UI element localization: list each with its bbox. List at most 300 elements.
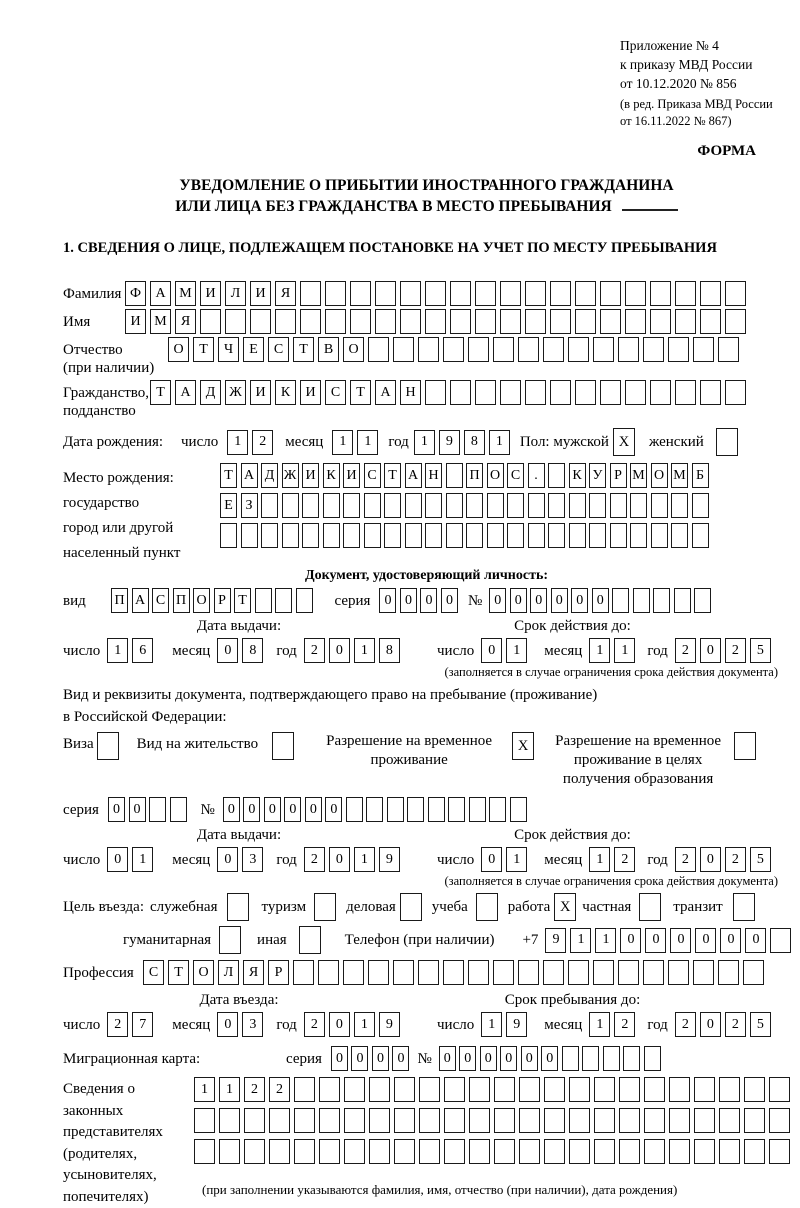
char-box[interactable] (692, 493, 709, 518)
char-box[interactable] (368, 337, 389, 362)
char-box[interactable]: К (569, 463, 586, 488)
char-box[interactable]: 1 (354, 1012, 375, 1037)
char-box[interactable]: 9 (439, 430, 460, 455)
char-box[interactable]: 1 (506, 638, 527, 663)
char-box[interactable]: 0 (329, 1012, 350, 1037)
char-box[interactable] (275, 588, 292, 613)
char-box[interactable] (494, 1108, 515, 1133)
char-box[interactable] (593, 960, 614, 985)
char-box[interactable] (469, 797, 486, 822)
char-box[interactable]: В (318, 337, 339, 362)
char-box[interactable] (446, 523, 463, 548)
char-box[interactable] (644, 1139, 665, 1164)
char-box[interactable]: С (325, 380, 346, 405)
char-box[interactable] (519, 1139, 540, 1164)
char-box[interactable] (718, 337, 739, 362)
char-box[interactable]: 0 (571, 588, 588, 613)
char-box[interactable]: 0 (351, 1046, 368, 1071)
char-box[interactable]: 2 (244, 1077, 265, 1102)
visa-checkbox[interactable] (97, 732, 119, 760)
sex-male-checkbox[interactable]: X (613, 428, 635, 456)
char-box[interactable]: 6 (132, 638, 153, 663)
char-box[interactable] (719, 1139, 740, 1164)
char-box[interactable]: И (250, 380, 271, 405)
char-box[interactable]: 0 (481, 638, 502, 663)
char-box[interactable]: А (405, 463, 422, 488)
char-box[interactable] (671, 523, 688, 548)
char-box[interactable]: 0 (645, 928, 666, 953)
char-box[interactable] (700, 281, 721, 306)
char-box[interactable] (528, 493, 545, 518)
char-box[interactable]: 0 (592, 588, 609, 613)
char-box[interactable] (444, 1139, 465, 1164)
char-box[interactable]: И (200, 281, 221, 306)
char-box[interactable]: 9 (379, 1012, 400, 1037)
char-box[interactable] (219, 1108, 240, 1133)
char-box[interactable]: 2 (614, 847, 635, 872)
char-box[interactable] (405, 493, 422, 518)
char-box[interactable] (387, 797, 404, 822)
char-box[interactable]: 0 (243, 797, 260, 822)
char-box[interactable] (468, 337, 489, 362)
char-box[interactable]: С (152, 588, 169, 613)
char-box[interactable]: 3 (242, 847, 263, 872)
char-box[interactable] (475, 380, 496, 405)
char-box[interactable]: Д (261, 463, 278, 488)
char-box[interactable]: 0 (379, 588, 396, 613)
char-box[interactable]: 0 (129, 797, 146, 822)
char-box[interactable] (350, 281, 371, 306)
char-box[interactable]: 2 (725, 847, 746, 872)
char-box[interactable] (600, 309, 621, 334)
char-box[interactable] (589, 523, 606, 548)
purpose-private-checkbox[interactable] (639, 893, 661, 921)
char-box[interactable]: 1 (589, 638, 610, 663)
char-box[interactable] (507, 523, 524, 548)
char-box[interactable] (302, 493, 319, 518)
char-box[interactable] (644, 1077, 665, 1102)
char-box[interactable] (589, 493, 606, 518)
char-box[interactable]: Л (225, 281, 246, 306)
char-box[interactable] (568, 960, 589, 985)
char-box[interactable] (569, 1139, 590, 1164)
char-box[interactable] (643, 960, 664, 985)
char-box[interactable]: М (671, 463, 688, 488)
char-box[interactable] (425, 493, 442, 518)
char-box[interactable] (610, 523, 627, 548)
char-box[interactable] (269, 1108, 290, 1133)
char-box[interactable]: И (250, 281, 271, 306)
char-box[interactable] (319, 1077, 340, 1102)
char-box[interactable] (644, 1046, 661, 1071)
temp-residence-checkbox[interactable]: X (512, 732, 534, 760)
temp-residence-education-checkbox[interactable] (734, 732, 756, 760)
char-box[interactable]: Е (220, 493, 237, 518)
char-box[interactable] (419, 1139, 440, 1164)
char-box[interactable] (469, 1077, 490, 1102)
char-box[interactable]: 2 (614, 1012, 635, 1037)
char-box[interactable] (170, 797, 187, 822)
char-box[interactable] (612, 588, 629, 613)
char-box[interactable]: Т (193, 337, 214, 362)
char-box[interactable]: 1 (595, 928, 616, 953)
char-box[interactable] (619, 1077, 640, 1102)
sex-female-checkbox[interactable] (716, 428, 738, 456)
char-box[interactable]: 0 (284, 797, 301, 822)
char-box[interactable] (418, 960, 439, 985)
char-box[interactable]: 0 (700, 847, 721, 872)
char-box[interactable]: 1 (194, 1077, 215, 1102)
char-box[interactable] (241, 523, 258, 548)
char-box[interactable]: 0 (489, 588, 506, 613)
char-box[interactable] (300, 281, 321, 306)
char-box[interactable]: О (168, 337, 189, 362)
char-box[interactable] (364, 493, 381, 518)
char-box[interactable]: Ж (225, 380, 246, 405)
char-box[interactable] (469, 1139, 490, 1164)
char-box[interactable] (428, 797, 445, 822)
char-box[interactable]: Р (610, 463, 627, 488)
char-box[interactable] (675, 309, 696, 334)
char-box[interactable] (394, 1077, 415, 1102)
char-box[interactable]: Т (168, 960, 189, 985)
char-box[interactable] (489, 797, 506, 822)
char-box[interactable] (300, 309, 321, 334)
char-box[interactable]: З (241, 493, 258, 518)
char-box[interactable] (548, 463, 565, 488)
char-box[interactable]: О (651, 463, 668, 488)
char-box[interactable] (550, 281, 571, 306)
char-box[interactable]: 1 (589, 847, 610, 872)
purpose-humanitarian-checkbox[interactable] (219, 926, 241, 954)
char-box[interactable] (425, 309, 446, 334)
char-box[interactable]: С (143, 960, 164, 985)
char-box[interactable] (369, 1077, 390, 1102)
char-box[interactable] (494, 1077, 515, 1102)
char-box[interactable]: 2 (675, 847, 696, 872)
char-box[interactable] (669, 1139, 690, 1164)
char-box[interactable]: М (175, 281, 196, 306)
char-box[interactable] (562, 1046, 579, 1071)
char-box[interactable]: 2 (304, 847, 325, 872)
char-box[interactable]: П (466, 463, 483, 488)
char-box[interactable]: 0 (223, 797, 240, 822)
char-box[interactable] (719, 1077, 740, 1102)
char-box[interactable] (650, 309, 671, 334)
char-box[interactable]: 5 (750, 1012, 771, 1037)
char-box[interactable]: 1 (589, 1012, 610, 1037)
char-box[interactable]: 9 (506, 1012, 527, 1037)
char-box[interactable] (244, 1108, 265, 1133)
char-box[interactable] (425, 523, 442, 548)
char-box[interactable]: П (111, 588, 128, 613)
char-box[interactable] (294, 1139, 315, 1164)
char-box[interactable] (603, 1046, 620, 1071)
char-box[interactable] (225, 309, 246, 334)
char-box[interactable]: 1 (332, 430, 353, 455)
char-box[interactable]: 0 (264, 797, 281, 822)
char-box[interactable] (344, 1108, 365, 1133)
char-box[interactable] (319, 1139, 340, 1164)
char-box[interactable]: 0 (500, 1046, 517, 1071)
char-box[interactable] (493, 337, 514, 362)
char-box[interactable] (500, 380, 521, 405)
char-box[interactable] (575, 281, 596, 306)
char-box[interactable]: М (150, 309, 171, 334)
char-box[interactable] (346, 797, 363, 822)
char-box[interactable]: Т (384, 463, 401, 488)
char-box[interactable] (569, 523, 586, 548)
char-box[interactable] (194, 1139, 215, 1164)
char-box[interactable] (494, 1139, 515, 1164)
char-box[interactable] (543, 960, 564, 985)
char-box[interactable]: 2 (252, 430, 273, 455)
char-box[interactable] (550, 380, 571, 405)
char-box[interactable]: 1 (481, 1012, 502, 1037)
char-box[interactable]: Т (350, 380, 371, 405)
char-box[interactable]: 0 (372, 1046, 389, 1071)
char-box[interactable] (493, 960, 514, 985)
char-box[interactable]: 0 (480, 1046, 497, 1071)
char-box[interactable]: И (302, 463, 319, 488)
char-box[interactable] (393, 337, 414, 362)
char-box[interactable]: Е (243, 337, 264, 362)
char-box[interactable] (694, 1077, 715, 1102)
char-box[interactable] (770, 928, 791, 953)
char-box[interactable] (394, 1108, 415, 1133)
char-box[interactable]: 2 (304, 1012, 325, 1037)
char-box[interactable] (425, 281, 446, 306)
char-box[interactable] (350, 309, 371, 334)
char-box[interactable] (325, 281, 346, 306)
char-box[interactable]: 2 (725, 638, 746, 663)
char-box[interactable] (384, 493, 401, 518)
char-box[interactable] (692, 523, 709, 548)
char-box[interactable] (219, 1139, 240, 1164)
char-box[interactable] (344, 1077, 365, 1102)
char-box[interactable] (544, 1108, 565, 1133)
char-box[interactable] (650, 281, 671, 306)
char-box[interactable] (694, 588, 711, 613)
purpose-tourism-checkbox[interactable] (314, 893, 336, 921)
char-box[interactable] (448, 797, 465, 822)
char-box[interactable]: 0 (541, 1046, 558, 1071)
char-box[interactable] (725, 380, 746, 405)
char-box[interactable]: 0 (305, 797, 322, 822)
char-box[interactable] (200, 309, 221, 334)
char-box[interactable]: Я (243, 960, 264, 985)
char-box[interactable] (548, 523, 565, 548)
char-box[interactable]: Т (234, 588, 251, 613)
char-box[interactable]: 0 (107, 847, 128, 872)
char-box[interactable]: 0 (441, 588, 458, 613)
purpose-official-checkbox[interactable] (227, 893, 249, 921)
char-box[interactable]: 0 (217, 638, 238, 663)
char-box[interactable] (368, 960, 389, 985)
char-box[interactable] (194, 1108, 215, 1133)
char-box[interactable]: 9 (545, 928, 566, 953)
char-box[interactable] (475, 309, 496, 334)
char-box[interactable]: Ф (125, 281, 146, 306)
char-box[interactable] (543, 337, 564, 362)
char-box[interactable] (419, 1077, 440, 1102)
char-box[interactable] (510, 797, 527, 822)
char-box[interactable]: 1 (506, 847, 527, 872)
purpose-study-checkbox[interactable] (476, 893, 498, 921)
char-box[interactable] (323, 493, 340, 518)
char-box[interactable] (633, 588, 650, 613)
char-box[interactable] (518, 960, 539, 985)
char-box[interactable]: А (375, 380, 396, 405)
char-box[interactable] (364, 523, 381, 548)
char-box[interactable]: М (630, 463, 647, 488)
char-box[interactable] (525, 281, 546, 306)
char-box[interactable]: 2 (304, 638, 325, 663)
char-box[interactable]: 1 (570, 928, 591, 953)
char-box[interactable] (719, 1108, 740, 1133)
char-box[interactable] (323, 523, 340, 548)
char-box[interactable]: 0 (481, 847, 502, 872)
char-box[interactable] (744, 1108, 765, 1133)
char-box[interactable]: 0 (510, 588, 527, 613)
char-box[interactable]: 2 (269, 1077, 290, 1102)
char-box[interactable] (507, 493, 524, 518)
char-box[interactable] (653, 588, 670, 613)
char-box[interactable]: 3 (242, 1012, 263, 1037)
char-box[interactable] (743, 960, 764, 985)
char-box[interactable] (443, 337, 464, 362)
char-box[interactable] (575, 380, 596, 405)
char-box[interactable] (468, 960, 489, 985)
char-box[interactable] (694, 1139, 715, 1164)
char-box[interactable] (319, 1108, 340, 1133)
char-box[interactable]: 1 (107, 638, 128, 663)
char-box[interactable] (675, 380, 696, 405)
char-box[interactable]: 0 (329, 638, 350, 663)
char-box[interactable] (644, 1108, 665, 1133)
char-box[interactable]: 0 (331, 1046, 348, 1071)
char-box[interactable] (375, 281, 396, 306)
char-box[interactable]: 1 (354, 847, 375, 872)
char-box[interactable]: 1 (489, 430, 510, 455)
char-box[interactable]: 0 (620, 928, 641, 953)
char-box[interactable] (418, 337, 439, 362)
char-box[interactable] (282, 523, 299, 548)
char-box[interactable]: Я (175, 309, 196, 334)
char-box[interactable] (548, 493, 565, 518)
char-box[interactable]: 0 (700, 638, 721, 663)
char-box[interactable]: 0 (325, 797, 342, 822)
char-box[interactable]: 9 (379, 847, 400, 872)
char-box[interactable]: У (589, 463, 606, 488)
purpose-work-checkbox[interactable]: X (554, 893, 576, 921)
char-box[interactable]: 1 (227, 430, 248, 455)
char-box[interactable]: 0 (700, 1012, 721, 1037)
char-box[interactable]: 0 (670, 928, 691, 953)
char-box[interactable] (369, 1139, 390, 1164)
char-box[interactable]: О (487, 463, 504, 488)
char-box[interactable]: И (125, 309, 146, 334)
char-box[interactable] (366, 797, 383, 822)
char-box[interactable] (525, 309, 546, 334)
char-box[interactable]: 0 (459, 1046, 476, 1071)
char-box[interactable] (544, 1077, 565, 1102)
char-box[interactable]: Т (150, 380, 171, 405)
char-box[interactable] (600, 380, 621, 405)
char-box[interactable]: 5 (750, 847, 771, 872)
char-box[interactable] (446, 493, 463, 518)
char-box[interactable] (475, 281, 496, 306)
char-box[interactable] (625, 281, 646, 306)
char-box[interactable] (220, 523, 237, 548)
char-box[interactable] (261, 523, 278, 548)
char-box[interactable]: Ч (218, 337, 239, 362)
char-box[interactable]: С (268, 337, 289, 362)
char-box[interactable] (669, 1108, 690, 1133)
char-box[interactable] (725, 309, 746, 334)
char-box[interactable]: 0 (420, 588, 437, 613)
char-box[interactable] (487, 493, 504, 518)
char-box[interactable]: А (150, 281, 171, 306)
char-box[interactable]: 1 (219, 1077, 240, 1102)
char-box[interactable] (669, 1077, 690, 1102)
char-box[interactable] (261, 493, 278, 518)
char-box[interactable] (519, 1077, 540, 1102)
char-box[interactable] (255, 588, 272, 613)
char-box[interactable] (569, 1108, 590, 1133)
char-box[interactable]: 0 (217, 1012, 238, 1037)
char-box[interactable]: А (175, 380, 196, 405)
char-box[interactable]: 8 (379, 638, 400, 663)
char-box[interactable] (325, 309, 346, 334)
char-box[interactable]: 0 (400, 588, 417, 613)
char-box[interactable]: К (275, 380, 296, 405)
char-box[interactable] (744, 1139, 765, 1164)
char-box[interactable] (469, 1108, 490, 1133)
char-box[interactable] (275, 309, 296, 334)
char-box[interactable] (618, 337, 639, 362)
char-box[interactable] (444, 1077, 465, 1102)
char-box[interactable] (318, 960, 339, 985)
char-box[interactable] (594, 1108, 615, 1133)
char-box[interactable] (525, 380, 546, 405)
char-box[interactable]: 0 (329, 847, 350, 872)
char-box[interactable] (446, 463, 463, 488)
char-box[interactable] (700, 309, 721, 334)
char-box[interactable] (500, 309, 521, 334)
char-box[interactable] (444, 1108, 465, 1133)
char-box[interactable] (594, 1077, 615, 1102)
char-box[interactable]: И (300, 380, 321, 405)
char-box[interactable] (725, 281, 746, 306)
char-box[interactable] (668, 960, 689, 985)
char-box[interactable] (500, 281, 521, 306)
char-box[interactable] (550, 309, 571, 334)
char-box[interactable] (518, 337, 539, 362)
char-box[interactable] (600, 281, 621, 306)
char-box[interactable] (394, 1139, 415, 1164)
char-box[interactable] (450, 281, 471, 306)
char-box[interactable]: Т (220, 463, 237, 488)
char-box[interactable] (569, 493, 586, 518)
char-box[interactable]: 1 (357, 430, 378, 455)
char-box[interactable] (419, 1108, 440, 1133)
char-box[interactable] (718, 960, 739, 985)
purpose-business-checkbox[interactable] (400, 893, 422, 921)
char-box[interactable]: 0 (217, 847, 238, 872)
char-box[interactable] (528, 523, 545, 548)
char-box[interactable]: П (173, 588, 190, 613)
